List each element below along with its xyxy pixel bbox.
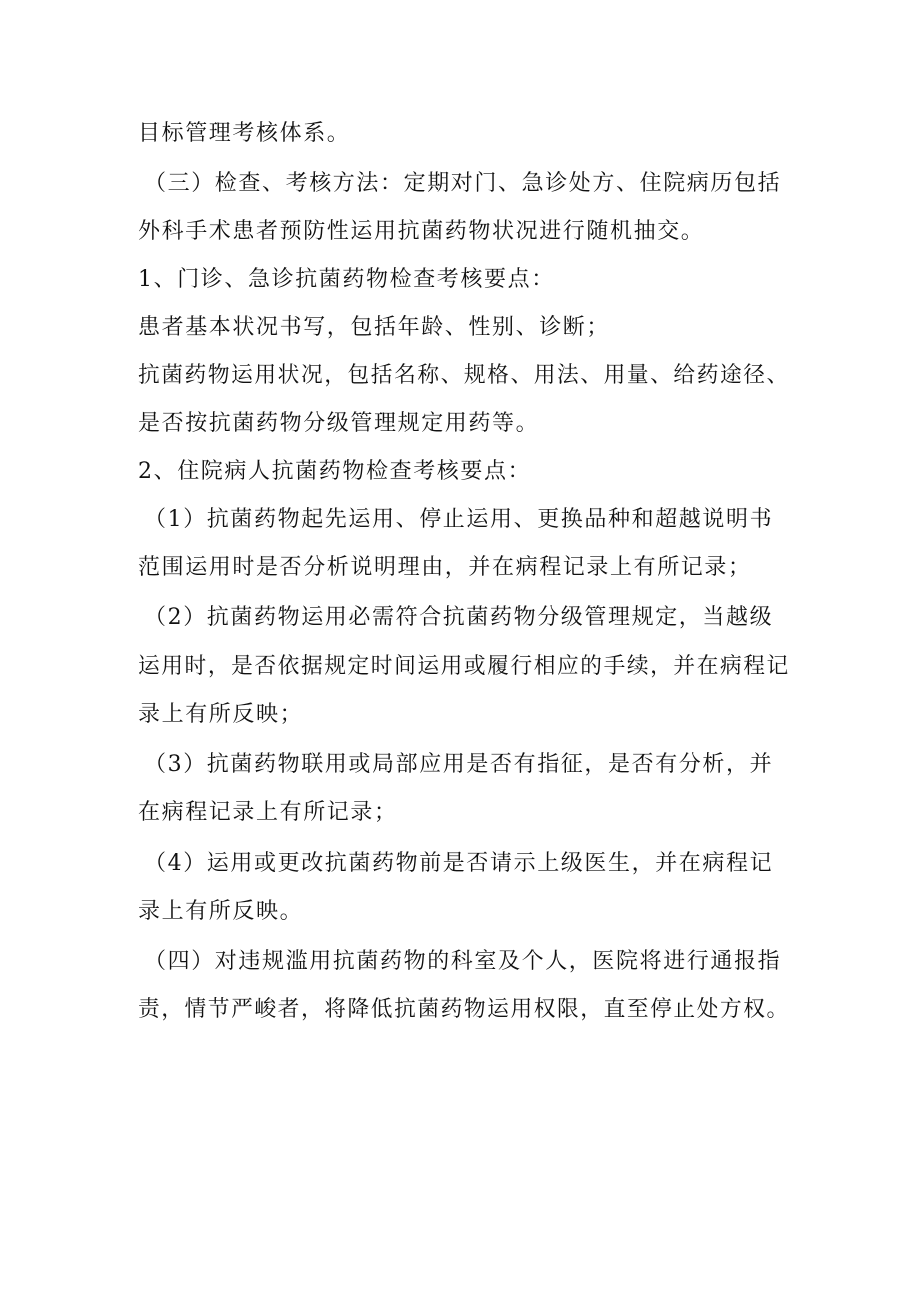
section-heading: 2、住院病人抗菌药物检查考核要点： bbox=[138, 459, 532, 484]
text-line: 目标管理考核体系。 bbox=[138, 121, 351, 146]
text-line: （2）抗菌药物运用必需符合抗菌药物分级管理规定，当越级 bbox=[144, 605, 774, 630]
text-line: 录上有所反映。 bbox=[138, 899, 304, 924]
text-line: 责，情节严峻者，将降低抗菌药物运用权限，直至停止处方权。 bbox=[138, 997, 790, 1022]
text-line: 在病程记录上有所记录； bbox=[138, 800, 398, 825]
text-line: 运用时，是否依据规定时间运用或履行相应的手续，并在病程记 bbox=[138, 654, 790, 679]
text-line: （三）检查、考核方法：定期对门、急诊处方、住院病历包括 bbox=[144, 171, 782, 196]
text-line: （1）抗菌药物起先运用、停止运用、更换品种和超越说明书 bbox=[144, 507, 774, 532]
text-line: （4）运用或更改抗菌药物前是否请示上级医生，并在病程记 bbox=[144, 851, 774, 876]
text-line: 是否按抗菌药物分级管理规定用药等。 bbox=[138, 411, 540, 436]
text-line: 患者基本状况书写，包括年龄、性别、诊断； bbox=[138, 315, 611, 340]
text-line: 抗菌药物运用状况，包括名称、规格、用法、用量、给药途径、 bbox=[138, 363, 790, 388]
text-line: 范围运用时是否分析说明理由，并在病程记录上有所记录； bbox=[138, 555, 752, 580]
text-line: （四）对违规滥用抗菌药物的科室及个人，医院将进行通报指 bbox=[144, 949, 782, 974]
text-line: 录上有所反映； bbox=[138, 702, 304, 727]
text-line: （3）抗菌药物联用或局部应用是否有指征，是否有分析，并 bbox=[144, 752, 774, 777]
text-line: 外科手术患者预防性运用抗菌药物状况进行随机抽交。 bbox=[138, 219, 705, 244]
section-heading: 1、门诊、急诊抗菌药物检查考核要点： bbox=[138, 267, 555, 292]
